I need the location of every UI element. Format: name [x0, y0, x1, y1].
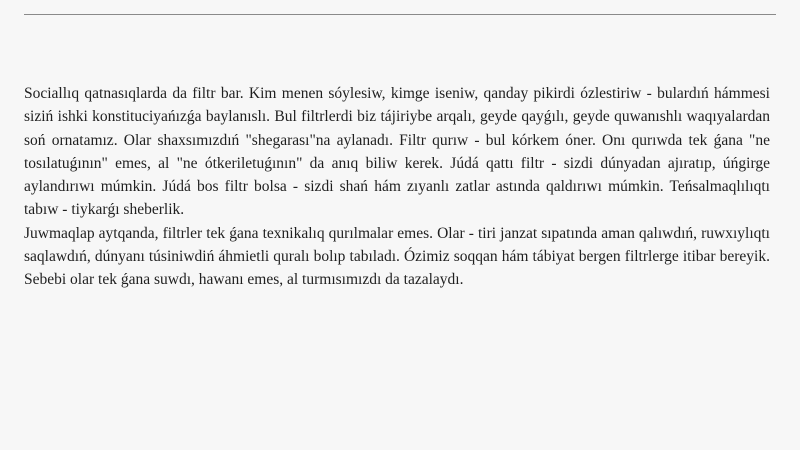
document-body — [24, 82, 770, 292]
top-divider — [24, 14, 776, 15]
paragraph-2: Juwmaqlap aytqanda, filtrler tek ǵana texnikalıq qurılmalar emes. Olar - tiri janzat sıpatında aman qalıwdıń, ruwxıylıqtı saqlawdıń, dúnyanı túsiniwdiń áhmietli quralı bolıp tabıladı. Ózimiz soqqan hám tábiyat bergen filtrlerge itibar bereyik. Sebebi olar tek ǵana suwdı, hawanı emes, al turmısımızdı da tazalaydı. — [24, 224, 770, 289]
paragraph-1: Sociallıq qatnasıqlarda da filtr bar. Kim menen sóylesiw, kimge iseniw, qanday pikirdi ózlestiriw - bulardıń hámmesi siziń ishki konstituciyańızǵa baylanıslı. Bul filtrlerdi biz tájiriybe arqalı, geyde qayǵılı, geyde quwanıshlı waqıyalardan soń ornatamız. Olar shaxsımızdıń "shegarası"na aylanadı. Filtr qurıw - bul kórkem óner. Onı qurıwda tek ǵana "ne tosılatuǵının" emes, al "ne ótkeriletuǵının" da anıq biliw kerek. Júdá qattı filtr - sizdi dúnyadan ajıratıp, úńgirge aylandırıwı múmkin. Júdá bos filtr bolsa - sizdi shań hám zıyanlı zatlar astında qaldırıwı múmkin. Teńsalmaqlılıqtı tabıw - tiykarǵı sheberlik. — [24, 85, 770, 219]
